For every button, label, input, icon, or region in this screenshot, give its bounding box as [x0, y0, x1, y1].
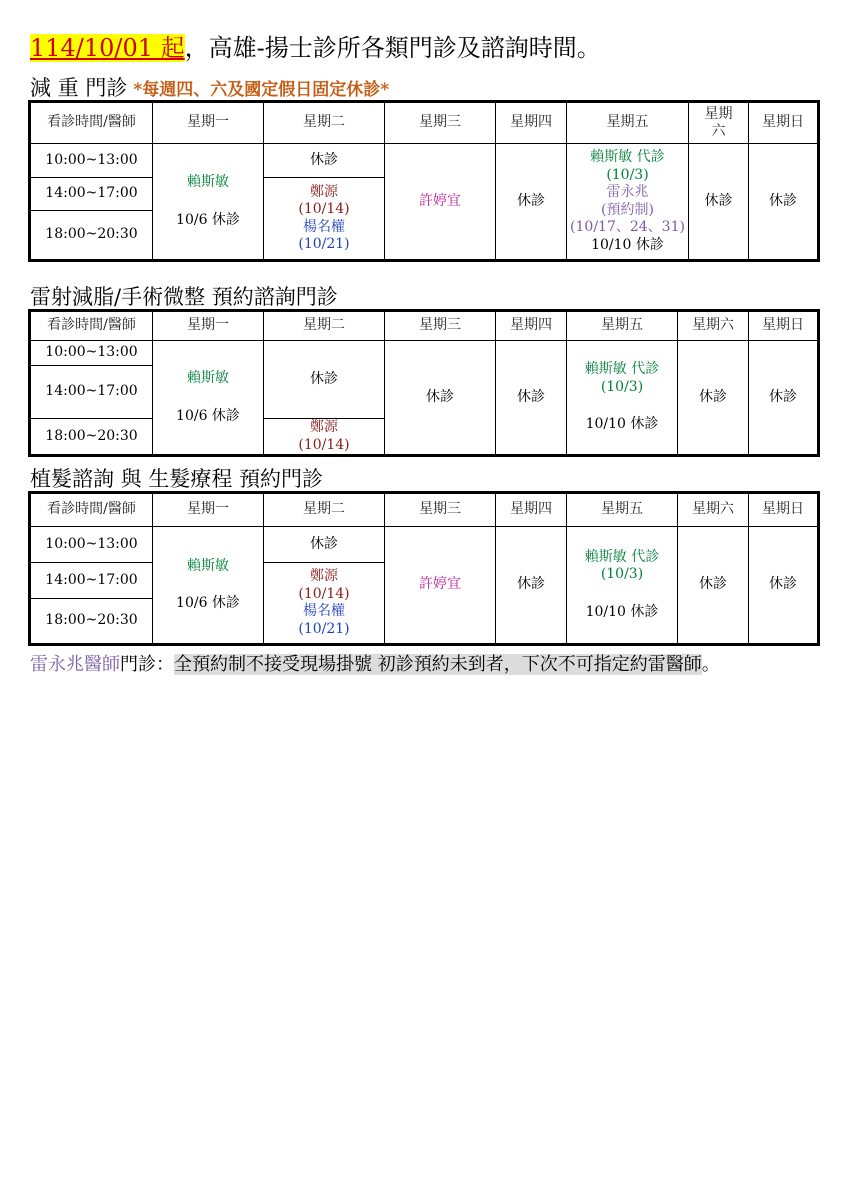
substitute-doctor: 賴斯敏 代診 — [584, 548, 660, 565]
doctor-name: 賴斯敏 — [187, 557, 229, 574]
sun-off: 休診 — [749, 341, 819, 456]
time-slot: 18:00~20:30 — [30, 419, 153, 456]
tue-cell — [264, 178, 385, 261]
day-header: 星期 六 — [689, 102, 749, 144]
doctor-name: 鄭源 — [310, 183, 338, 200]
time-slot: 14:00~17:00 — [30, 178, 153, 211]
section-title-laser: 雷射減脂/手術微整 預約諮詢門診 — [30, 285, 338, 309]
day-header: 星期四 — [496, 493, 567, 527]
corner-header: 看診時間/醫師 — [30, 102, 153, 144]
substitute-date: (10/3) — [606, 166, 649, 183]
doctor-date: (10/14) — [298, 436, 350, 453]
schedule-table-weight-loss — [28, 100, 820, 262]
time-slot: 10:00~13:00 — [30, 341, 153, 366]
appointment-policy: 全預約制不接受現場掛號 初診預約未到者，下次不可指定約雷醫師 — [174, 654, 702, 675]
sun-off: 休診 — [749, 144, 819, 261]
day-header: 星期三 — [385, 493, 496, 527]
off-note: 10/6 休診 — [176, 595, 240, 611]
mon-cell — [153, 341, 264, 456]
fri-cell — [567, 341, 678, 456]
day-header: 星期五 — [567, 493, 678, 527]
day-header: 星期四 — [496, 311, 567, 341]
wed-doctor: 許婷宜 — [385, 144, 496, 261]
tue-off: 休診 — [264, 144, 385, 178]
time-slot: 14:00~17:00 — [30, 366, 153, 419]
off-note: 10/6 休診 — [176, 407, 240, 424]
time-slot: 14:00~17:00 — [30, 563, 153, 599]
day-header: 星期二 — [264, 493, 385, 527]
appointment-note: (預約制) — [601, 201, 654, 218]
time-slot: 18:00~20:30 — [30, 599, 153, 645]
day-header: 星期一 — [153, 311, 264, 341]
doctor-date: (10/21) — [298, 236, 350, 252]
table-row — [30, 144, 819, 178]
corner-header: 看診時間/醫師 — [30, 493, 153, 527]
off-note: 10/10 休診 — [591, 236, 664, 253]
table-row — [30, 527, 819, 563]
day-header: 星期日 — [749, 493, 819, 527]
schedule-table-laser — [28, 309, 820, 457]
section-title-text: 減 重 門診 — [30, 76, 128, 100]
day-header: 星期六 — [678, 311, 749, 341]
doctor-name: 鄭源 — [310, 419, 338, 435]
thu-off: 休診 — [496, 144, 567, 261]
day-header: 星期日 — [749, 102, 819, 144]
section-note: *每週四、六及國定假日固定休診* — [133, 80, 390, 100]
footer-end: 。 — [701, 654, 720, 675]
wed-off: 休診 — [385, 341, 496, 456]
time-slot: 10:00~13:00 — [30, 527, 153, 563]
table-header-row — [30, 102, 819, 144]
fri-cell — [567, 527, 678, 645]
day-header: 星期三 — [385, 102, 496, 144]
day-header: 星期一 — [153, 102, 264, 144]
doctor-date: (10/14) — [298, 201, 350, 217]
day-header: 星期日 — [749, 311, 819, 341]
tue-off: 休診 — [264, 341, 385, 419]
sat-off: 休診 — [678, 527, 749, 645]
off-note: 10/10 休診 — [585, 603, 659, 620]
appointment-dates: (10/17、24、31) — [570, 219, 685, 235]
doctor-date: (10/21) — [298, 620, 350, 637]
tue-cell — [264, 419, 385, 456]
day-header: 星期二 — [264, 102, 385, 144]
corner-header: 看診時間/醫師 — [30, 311, 153, 341]
section-title-weight-loss — [30, 72, 389, 102]
sat-off: 休診 — [678, 341, 749, 456]
substitute-doctor: 賴斯敏 代診 — [584, 361, 660, 378]
fri-cell — [567, 144, 689, 261]
substitute-date: (10/3) — [600, 566, 644, 583]
day-header: 星期一 — [153, 493, 264, 527]
page-title — [30, 28, 601, 63]
substitute-date: (10/3) — [600, 378, 644, 395]
mon-cell — [153, 527, 264, 645]
section-title-hair: 植髮諮詢 與 生髮療程 預約門診 — [30, 467, 324, 491]
off-note: 10/10 休診 — [585, 416, 659, 433]
mon-cell — [153, 144, 264, 261]
off-note: 10/6 休診 — [176, 211, 240, 228]
schedule-table-hair — [28, 491, 820, 646]
tue-off: 休診 — [264, 527, 385, 563]
thu-off: 休診 — [496, 341, 567, 456]
doctor-name: 賴斯敏 — [187, 370, 229, 386]
time-slot: 18:00~20:30 — [30, 211, 153, 261]
table-header-row — [30, 493, 819, 527]
doctor-name: 雷永兆 — [606, 184, 649, 200]
day-header: 星期六 — [678, 493, 749, 527]
day-header: 星期四 — [496, 102, 567, 144]
doctor-date: (10/14) — [298, 585, 350, 602]
time-slot: 10:00~13:00 — [30, 144, 153, 178]
doctor-name: 賴斯敏 — [187, 174, 229, 190]
substitute-doctor: 賴斯敏 代診 — [590, 149, 665, 165]
doctor-name: 鄭源 — [310, 568, 338, 584]
footer-note — [30, 650, 720, 676]
title-text: ，高雄-揚士診所各類門診及諮詢時間。 — [184, 34, 601, 62]
doctor-name: 雷永兆醫師 — [30, 654, 120, 675]
table-header-row — [30, 311, 819, 341]
day-header: 星期二 — [264, 311, 385, 341]
doctor-name: 楊名權 — [303, 603, 345, 619]
thu-off: 休診 — [496, 527, 567, 645]
doctor-name: 楊名權 — [303, 218, 345, 235]
sat-off: 休診 — [689, 144, 749, 261]
day-header: 星期五 — [567, 311, 678, 341]
day-header: 星期三 — [385, 311, 496, 341]
sun-off: 休診 — [749, 527, 819, 645]
tue-cell — [264, 563, 385, 645]
effective-date: 114/10/01 起 — [30, 34, 185, 62]
footer-label: 門診： — [120, 654, 174, 675]
wed-doctor: 許婷宜 — [385, 527, 496, 645]
day-header: 星期五 — [567, 102, 689, 144]
table-row — [30, 341, 819, 366]
